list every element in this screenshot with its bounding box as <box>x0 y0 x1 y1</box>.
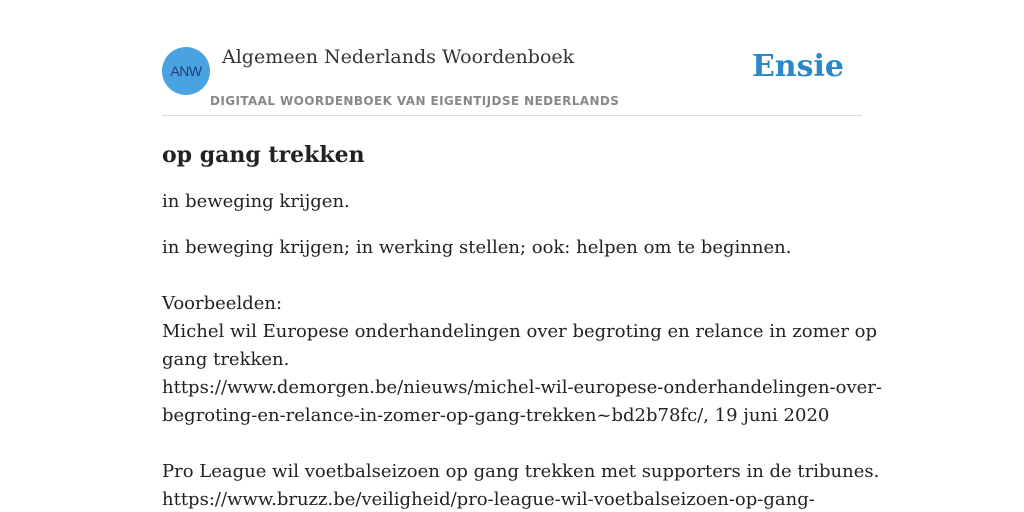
example-1-line: gang trekken. <box>162 349 290 370</box>
example-2-source: https://www.bruzz.be/veiligheid/pro-league-wil-voetbalseizoen-op-gang- <box>162 489 815 510</box>
examples-heading: Voorbeelden: <box>162 293 283 314</box>
short-definition: in beweging krijgen. <box>162 191 350 212</box>
entry-term: op gang trekken <box>162 142 365 168</box>
example-1-source: https://www.demorgen.be/nieuws/michel-wil-europese-onderhandelingen-over- <box>162 377 882 398</box>
ensie-brand-logo[interactable]: Ensie <box>751 49 844 84</box>
header <box>162 0 862 116</box>
entry-content <box>162 140 882 512</box>
dictionary-subtitle: DIGITAAL WOORDENBOEK VAN EIGENTIJDSE NEDERLANDS <box>210 94 620 108</box>
dictionary-name[interactable]: Algemeen Nederlands Woordenboek <box>222 46 575 68</box>
entry-body <box>162 234 882 512</box>
example-1-source: begroting-en-relance-in-zomer-op-gang-trekken~bd2b78fc/, 19 juni 2020 <box>162 405 830 426</box>
example-1-line: Michel wil Europese onderhandelingen over begroting en relance in zomer op <box>162 321 877 342</box>
spacer <box>162 262 862 290</box>
spacer <box>162 430 862 458</box>
anw-logo[interactable]: ANW <box>162 47 210 95</box>
example-2-line: Pro League wil voetbalseizoen op gang trekken met supporters in de tribunes. <box>162 461 880 482</box>
long-definition: in beweging krijgen; in werking stellen; ook: helpen om te beginnen. <box>162 237 792 258</box>
